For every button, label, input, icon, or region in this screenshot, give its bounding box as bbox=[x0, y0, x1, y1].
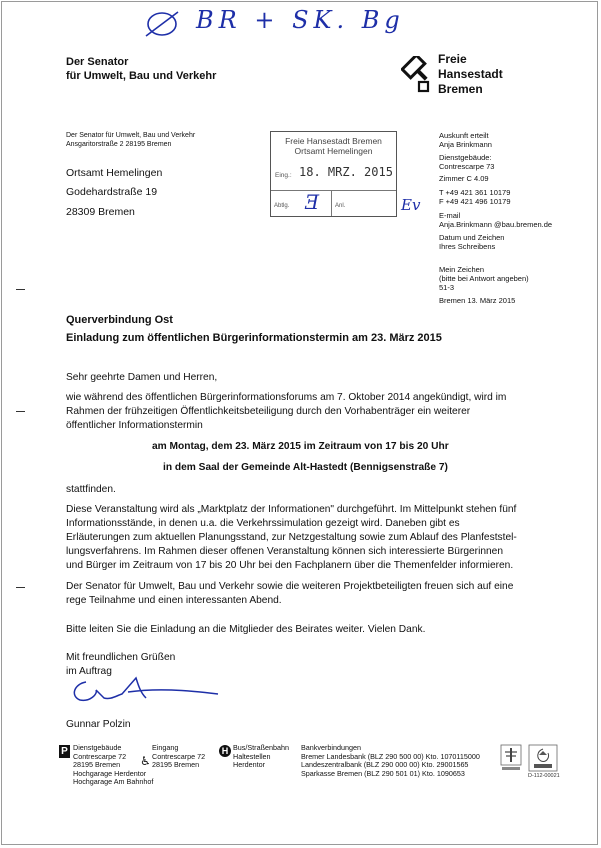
footer-bank-line: Bremer Landesbank (BLZ 290 500 00) Kto. 1070115000 bbox=[301, 751, 480, 761]
handwriting-circled-zero bbox=[140, 8, 186, 40]
closing-greeting: Mit freundlichen Grüßen bbox=[66, 652, 176, 663]
fold-mark-2 bbox=[16, 411, 25, 412]
recipient-name: Ortsamt Hemelingen bbox=[66, 167, 163, 179]
parking-icon: P bbox=[59, 745, 70, 758]
stamp-handwritten-mark: Ǝ bbox=[305, 190, 320, 214]
stamp-anl-label: Anl. bbox=[335, 203, 346, 209]
footer-col3-line: Haltestellen bbox=[233, 751, 271, 761]
body-p2-line1: Diese Veranstaltung wird als „Marktplatz der Informationen" durchgeführt. Im Mittelpunkt stehen fünf bbox=[66, 504, 517, 515]
info-email-label: E-mail bbox=[439, 211, 461, 220]
event-location-line: in dem Saal der Gemeinde Alt-Hastedt (Bennigsenstraße 7) bbox=[163, 462, 448, 473]
info-mein-zeichen-value: 51-3 bbox=[439, 283, 455, 292]
footer-col1-line: 28195 Bremen bbox=[73, 760, 121, 770]
subject-line1: Querverbindung Ost bbox=[66, 314, 173, 326]
stamp-eing-label: Eing.: bbox=[275, 172, 292, 179]
wheelchair-icon: ♿ bbox=[140, 754, 151, 768]
certification-logo-icon bbox=[500, 744, 522, 772]
bremen-key-icon bbox=[401, 56, 433, 96]
sender-line1: Der Senator bbox=[66, 56, 129, 68]
body-p4: Bitte leiten Sie die Einladung an die Mitglieder des Beirates weiter. Vielen Dank. bbox=[66, 624, 426, 635]
emas-code: D-112-00021 bbox=[528, 773, 560, 779]
closing-im-auftrag: im Auftrag bbox=[66, 666, 112, 677]
logo-line2: Hansestadt bbox=[438, 67, 503, 81]
return-address-1: Der Senator für Umwelt, Bau und Verkehr bbox=[66, 132, 196, 139]
event-date-line: am Montag, dem 23. März 2015 im Zeitraum von 17 bis 20 Uhr bbox=[152, 441, 449, 452]
body-p1-line1: wie während des öffentlichen Bürgerinformationsforums am 7. Oktober 2014 angekündigt, wird im bbox=[66, 392, 507, 403]
info-dienstgebaeude-label: Dienstgebäude: bbox=[439, 153, 492, 162]
handwriting-margin-mark: Ev bbox=[401, 196, 421, 214]
body-p2-line5: und Bürger im Zeitraum von 17 bis 20 Uhr bei den Fachplanern über die Themenfelder informieren. bbox=[66, 560, 514, 571]
footer-bank-line: Bankverbindungen bbox=[301, 743, 361, 752]
logo-line3: Bremen bbox=[438, 82, 483, 96]
emas-logo-icon bbox=[528, 744, 558, 772]
fold-mark-3 bbox=[16, 587, 25, 588]
stamp-date: 18. MRZ. 2015 bbox=[299, 165, 393, 179]
footer-col3-line: Herdentor bbox=[233, 760, 265, 770]
body-p3-line2: rege Teilnahme und einen interessanten Abend. bbox=[66, 595, 282, 606]
footer-col2-line: 28195 Bremen bbox=[152, 760, 200, 770]
footer-bank-line: Sparkasse Bremen (BLZ 290 501 01) Kto. 1090653 bbox=[301, 768, 465, 778]
footer-col1-line: Contrescarpe 72 bbox=[73, 751, 127, 761]
info-mein-zeichen: Mein Zeichen bbox=[439, 265, 485, 274]
info-dienstgebaeude-value: Contrescarpe 73 bbox=[439, 162, 495, 171]
signature bbox=[66, 672, 226, 708]
stamp-line2: Ortsamt Hemelingen bbox=[294, 146, 373, 156]
return-address-2: Ansgaritorstraße 2 28195 Bremen bbox=[66, 141, 172, 148]
footer-col3-line: Bus/Straßenbahn bbox=[233, 743, 289, 752]
body-p3-line1: Der Senator für Umwelt, Bau und Verkehr sowie die weiteren Projektbeteiligten freuen sich auf eine bbox=[66, 581, 514, 592]
info-tel: T +49 421 361 10179 bbox=[439, 188, 511, 197]
signer-name: Gunnar Polzin bbox=[66, 719, 131, 730]
info-fax: F +49 421 496 10179 bbox=[439, 197, 511, 206]
handwriting-top-note: BR + SK. Bg bbox=[196, 6, 405, 34]
salutation: Sehr geehrte Damen und Herren, bbox=[66, 372, 218, 383]
bus-stop-icon: H bbox=[219, 745, 231, 757]
sender-line2: für Umwelt, Bau und Verkehr bbox=[66, 70, 217, 82]
stamp-line1: Freie Hansestadt Bremen bbox=[285, 136, 382, 146]
footer-col2-line: Contrescarpe 72 bbox=[152, 751, 206, 761]
subject-line2: Einladung zum öffentlichen Bürgerinformationstermin am 23. März 2015 bbox=[66, 332, 442, 344]
footer-bank-info bbox=[301, 744, 480, 778]
footer-col2-line: Eingang bbox=[152, 743, 179, 752]
footer-col2 bbox=[152, 744, 205, 770]
info-email-value: Anja.Brinkmann @bau.bremen.de bbox=[439, 220, 553, 229]
fold-mark-1 bbox=[16, 289, 25, 290]
body-p2-line2: Informationsstände, in denen u.a. die Verkehrssimulation gezeigt wird. Daneben gibt es bbox=[66, 518, 460, 529]
footer-col1-line: Dienstgebäude bbox=[73, 743, 122, 752]
recipient-street: Godehardstraße 19 bbox=[66, 186, 158, 198]
receipt-stamp bbox=[270, 131, 397, 217]
info-zimmer: Zimmer C 4.09 bbox=[439, 174, 489, 183]
recipient-city: 28309 Bremen bbox=[66, 206, 135, 218]
body-p1-line3: öffentlicher Informationstermin bbox=[66, 420, 203, 431]
info-date-line: Bremen 13. März 2015 bbox=[439, 296, 516, 305]
body-p2-line4: lungsverfahrens. Im Rahmen dieser offenen Veranstaltung können sich interessierte Bürgerinnen bbox=[66, 546, 504, 557]
body-p1-line2: Rahmen der frühzeitigen Öffentlichkeitsbeteiligung durch den Vorhabenträger ein weiterer bbox=[66, 406, 471, 417]
logo-line1: Freie bbox=[438, 52, 467, 66]
info-datum-zeichen: Datum und Zeichen bbox=[439, 233, 505, 242]
stamp-abtlg-label: Abtlg. bbox=[274, 203, 290, 209]
footer-bank-line: Landeszentralbank (BLZ 290 000 00) Kto. 29001565 bbox=[301, 760, 469, 770]
footer-col1-line: Hochgarage Herdentor bbox=[73, 768, 147, 778]
info-ihres-schreibens: Ihres Schreibens bbox=[439, 242, 496, 251]
body-p2-line3: Erläuterungen zum aktuellen Planungsstand, zur Netzgestaltung sowie zum Ablauf des Planfeststel- bbox=[66, 532, 517, 543]
footer-col3 bbox=[233, 744, 289, 770]
footer-col1-line: Hochgarage Am Bahnhof bbox=[73, 777, 154, 787]
info-auskunft-name: Anja Brinkmann bbox=[439, 140, 492, 149]
body-stattfinden: stattfinden. bbox=[66, 484, 116, 495]
info-mein-zeichen-hint: (bitte bei Antwort angeben) bbox=[439, 274, 529, 283]
info-auskunft-label: Auskunft erteilt bbox=[439, 131, 489, 140]
